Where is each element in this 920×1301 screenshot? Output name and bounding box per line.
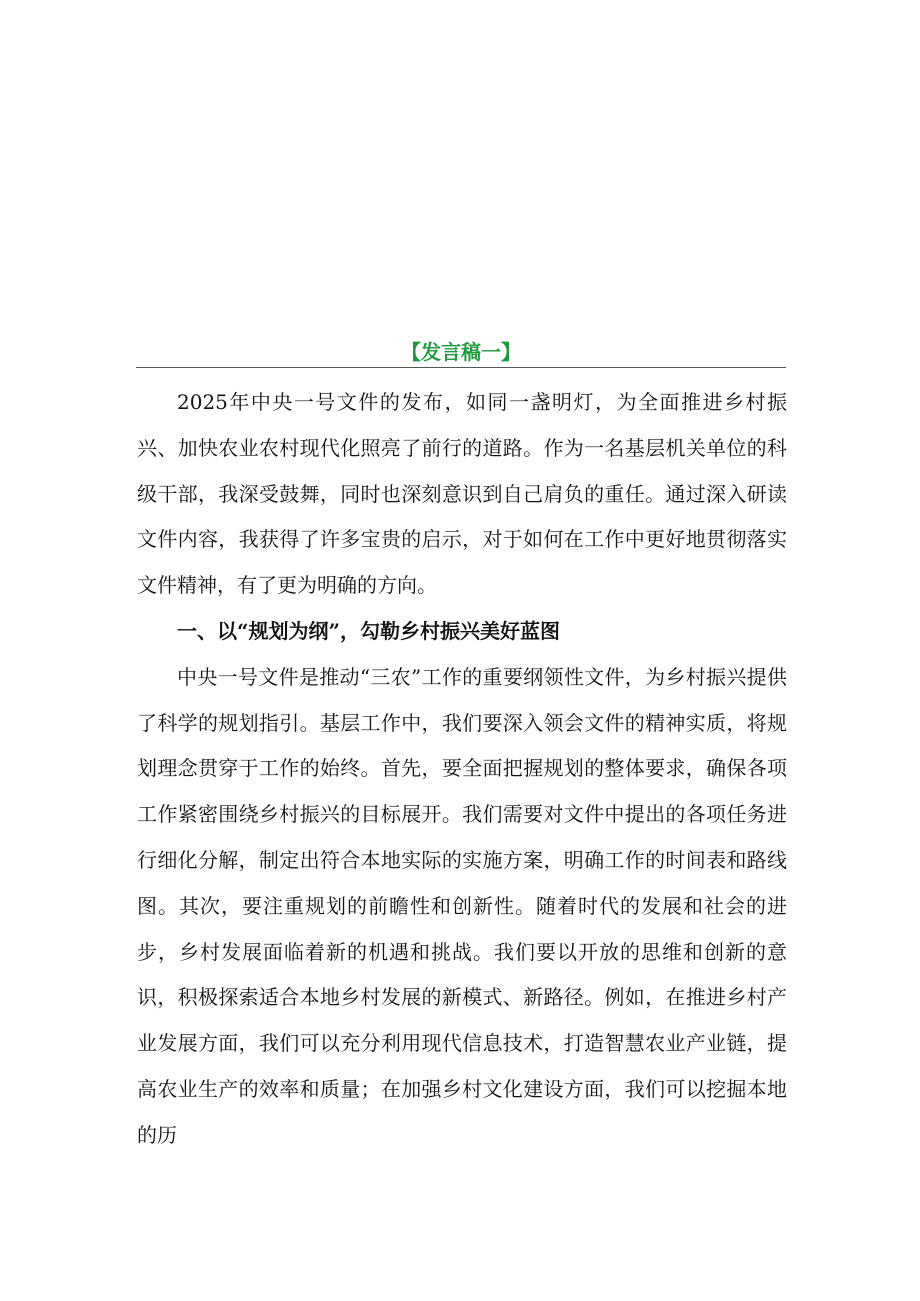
document-heading: 【发言稿一】 [401, 340, 521, 364]
section-1-paragraph: 中央一号文件是推动“三农”工作的重要纲领性文件，为乡村振兴提供了科学的规划指引。基层工作中，我们要深入领会文件的精神实质，将规划理念贯穿于工作的始终。首先，要全面把握规划的整体要求，确保各项工作紧密围绕乡村振兴的目标展开。我们需要对文件中提出的各项任务进行细化分解，制定出符合本地实际的实施方案，明确工作的时间表和路线图。其次，要注重规划的前瞻性和创新性。随着时代的发展和社会的进步，乡村发展面临着新的机遇和挑战。我们要以开放的思维和创新的意识，积极探索适合本地乡村发展的新模式、新路径。例如，在推进乡村产业发展方面，我们可以充分利用现代信息技术，打造智慧农业产业链，提高农业生产的效率和质量；在加强乡村文化建设方面，我们可以挖掘本地的历 [137, 664, 787, 1147]
heading-divider [136, 367, 786, 368]
section-1-title: 一、以“规划为纲”，勾勒乡村振兴美好蓝图 [177, 618, 561, 643]
intro-paragraph: 2025年中央一号文件的发布，如同一盏明灯，为全面推进乡村振兴、加快农业农村现代化照亮了前行的道路。作为一名基层机关单位的科级干部，我深受鼓舞，同时也深刻意识到自己肩负的重任。通过深入研读文件内容，我获得了许多宝贵的启示，对于如何在工作中更好地贯彻落实文件精神，有了更为明确的方向。 [137, 390, 787, 598]
document-body [137, 380, 787, 1159]
